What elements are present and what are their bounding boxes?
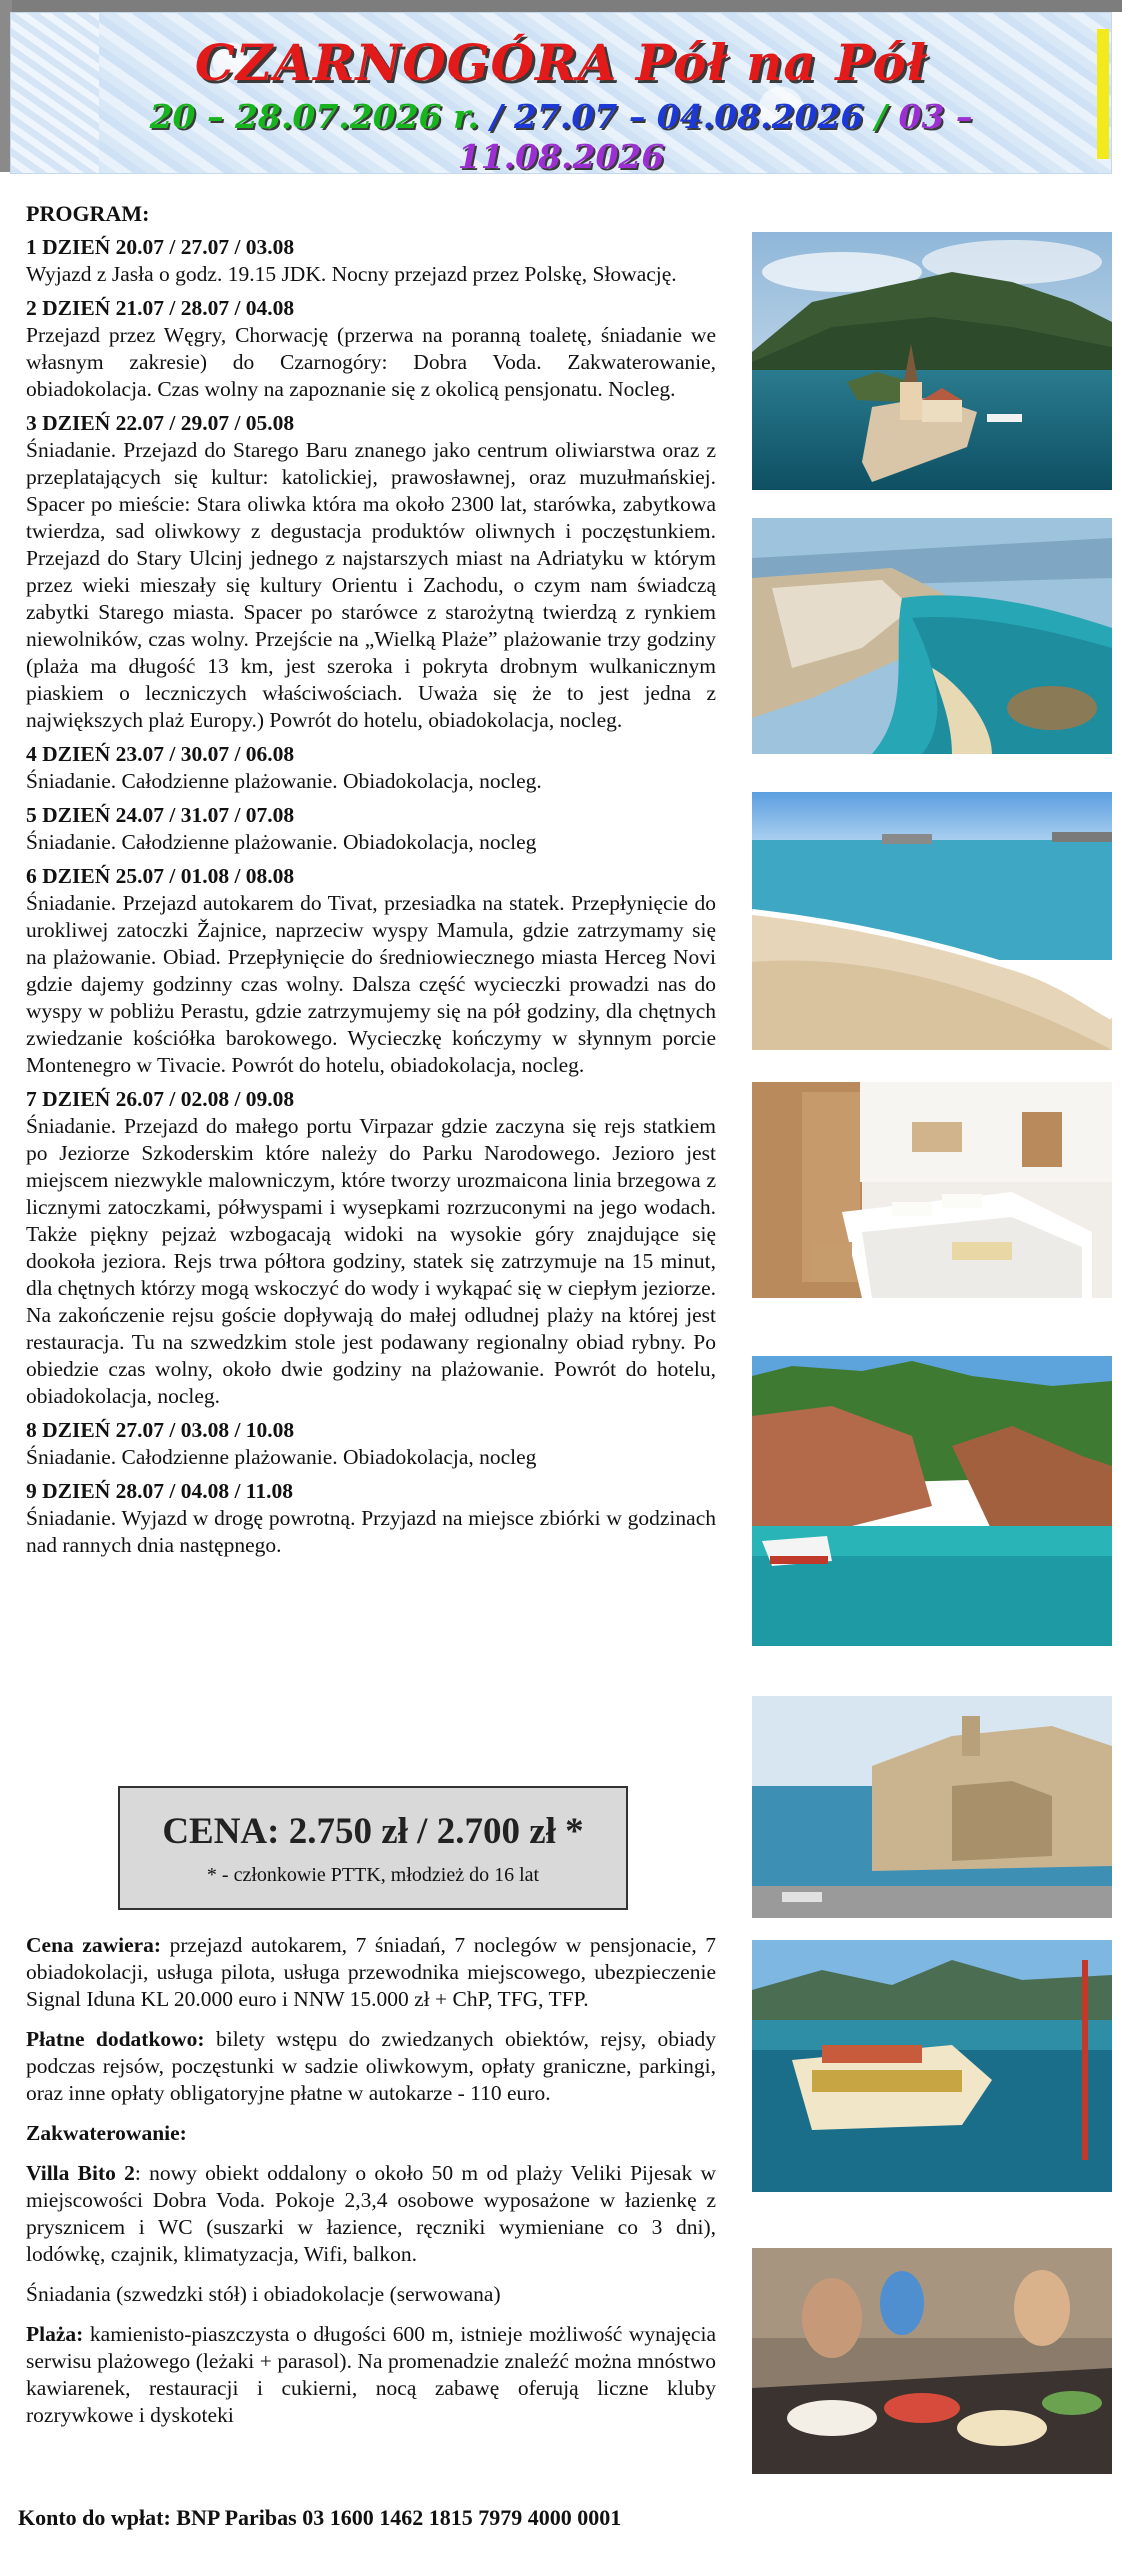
extra-costs xyxy=(26,2026,716,2107)
accommodation-heading: Zakwaterowanie: xyxy=(26,2121,187,2145)
day-heading: 9 DZIEŃ 28.07 / 04.08 / 11.08 xyxy=(26,1479,293,1503)
day-item xyxy=(26,410,716,734)
extra-costs-text: bilety wstępu do zwiedzanych obiektów, rejsy, obiady podczas rejsów, poczęstunki w sadzie oliwkowym, opłaty graniczne, parkingi, oraz inne opłaty obligatoryjne płatne w autokarze - 110 euro. xyxy=(26,2027,717,2105)
day-item xyxy=(26,295,716,403)
page-title: CZARNOGÓRA Pół na Pół xyxy=(194,33,928,92)
day-description: Śniadanie. Przejazd do małego portu Virpazar gdzie zaczyna się rejs statkiem po Jeziorze Szkoderskim które należy do Parku Narodowego. Jezioro jest miejscem niezwykle malowniczym, które tworzy urozmaicona linia brzegowa z licznymi zatoczkami, półwyspami i wysepkami rozrzuconymi na jego wodach. Także piękny pejzaż wzbogacają widoki na wysokie góry znajdujące się dookoła jeziora. Rejs trwa półtora godziny, statek się zatrzymuje na 15 minut, dla chętnych którzy mogą wskoczyć do wody i wykąpać się w ciepłym jeziorze. Na zakończenie rejsu goście dopływają do małej odludnej plaży na której jest restauracja. Tu na szwedzkim stole jest podawany regionalny obiad rybny. Po obiedzie czas wolny, około dwie godziny na plażowanie. Powrót do hotelu, obiadokolacja, nocleg. xyxy=(26,1114,716,1408)
program-section xyxy=(26,200,716,1566)
price-includes xyxy=(26,1932,716,2013)
photo-fortress xyxy=(752,1696,1112,1918)
day-item xyxy=(26,1478,716,1559)
day-heading: 3 DZIEŃ 22.07 / 29.07 / 05.08 xyxy=(26,411,295,435)
day-item xyxy=(26,802,716,856)
header-banner-area xyxy=(0,0,1126,178)
beach-info xyxy=(26,2321,716,2429)
day-description: Przejazd przez Węgry, Chorwację (przerwa na poranną toaletę, śniadanie we własnym zakresie) do Czarnogóry: Dobra Voda. Zakwaterowanie, obiadokolacja. Czas wolny na zapoznanie się z okolicą pensjonatu. Nocleg. xyxy=(26,323,716,401)
day-item xyxy=(26,863,716,1079)
price-note: * - członkowie PTTK, młodzież do 16 lat xyxy=(206,1864,540,1886)
villa-name: Villa Bito 2 xyxy=(26,2161,135,2185)
day-heading: 4 DZIEŃ 23.07 / 30.07 / 06.08 xyxy=(26,742,295,766)
price-value: CENA: 2.750 zł / 2.700 zł * xyxy=(162,1811,584,1852)
trip-dates xyxy=(71,97,1051,177)
day-item xyxy=(26,741,716,795)
trip-dates-first: 20 – 28.07.2026 r. xyxy=(149,97,479,136)
day-description: Śniadanie. Całodzienne plażowanie. Obiadokolacja, nocleg xyxy=(26,1445,537,1469)
photo-hotel-room xyxy=(752,1082,1112,1298)
beach-label: Plaża: xyxy=(26,2322,84,2346)
day-item xyxy=(26,1417,716,1471)
trip-dates-separator: / xyxy=(863,97,899,136)
day-item xyxy=(26,1086,716,1410)
day-description: Śniadanie. Wyjazd w drogę powrotną. Przyjazd na miejsce zbiórki w godzinach nad rannych dnia następnego. xyxy=(26,1506,716,1557)
program-heading: PROGRAM: xyxy=(26,201,150,226)
day-heading: 7 DZIEŃ 26.07 / 02.08 / 09.08 xyxy=(26,1087,295,1111)
beach-text: kamienisto-piaszczysta o długości 600 m, istnieje możliwość wynajęcia serwisu plażowego (leżaki + parasol). Na promenadzie znaleźć można mnóstwo kawiarenek, restauracji i cukierni, nocą zabawę oferują liczne kluby rozrywkowe i dyskoteki xyxy=(26,2322,716,2427)
title-banner xyxy=(10,12,1112,174)
day-description: Śniadanie. Całodzienne plażowanie. Obiadokolacja, nocleg. xyxy=(26,769,542,793)
photo-perast-island xyxy=(752,232,1112,490)
meals-info: Śniadania (szwedzki stół) i obiadokolacje (serwowana) xyxy=(26,2282,501,2306)
day-heading: 5 DZIEŃ 24.07 / 31.07 / 07.08 xyxy=(26,803,295,827)
price-box xyxy=(118,1786,628,1910)
day-heading: 2 DZIEŃ 21.07 / 28.07 / 04.08 xyxy=(26,296,295,320)
photo-beach xyxy=(752,792,1112,1050)
extra-costs-label: Płatne dodatkowo: xyxy=(26,2027,205,2051)
day-description: Wyjazd z Jasła o godz. 19.15 JDK. Nocny przejazd przez Polskę, Słowację. xyxy=(26,262,677,286)
trip-dates-separator: / xyxy=(478,97,514,136)
day-description: Śniadanie. Całodzienne plażowanie. Obiadokolacja, nocleg xyxy=(26,830,537,854)
day-description: Śniadanie. Przejazd do Starego Baru znanego jako centrum oliwiarstwa oraz z przeplatających się kultur: katolickiej, prawosławnej, oraz muzułmańskiej. Spacer po mieście: Stara oliwka która ma około 2300 lat, starówka, zabytkowa twierdza, sad oliwkowy z degustacja produktów oliwnych i poczęstunkiem. Przejazd do Stary Ulcinj jednego z najstarszych miast na Adriatyku w którym przez wieki mieszały się kultury Orientu i Zachodu, o czym nam świadczą zabytki Starego miasta. Spacer po starówce z starożytną twierdzą z rynkiem niewolników, czas wolny. Przejście na „Wielką Plaże” plażowanie trzy godziny (plaża ma długość 13 km, jest szeroka i pokryta drobnym wulkanicznym piaskiem o leczniczych właściwościach. Uważa się że to jest jedna z największych plaż Europy.) Powrót do hotelu, obiadokolacja, nocleg. xyxy=(26,438,716,732)
price-includes-text: przejazd autokarem, 7 śniadań, 7 noclegów w pensjonacie, 7 obiadokolacji, usługa pilota, usługa przewodnika miejscowego, ubezpieczenie Signal Iduna KL 20.000 euro i NNW 15.000 zł + ChP, TFG, TFP. xyxy=(26,1933,716,2011)
day-heading: 8 DZIEŃ 27.07 / 03.08 / 10.08 xyxy=(26,1418,295,1442)
header-shadow-top xyxy=(2,0,1122,12)
bank-account: Konto do wpłat: BNP Paribas 03 1600 1462 1815 7979 4000 0001 xyxy=(18,2505,622,2530)
villa-description xyxy=(26,2160,716,2268)
photo-buffet xyxy=(752,2248,1112,2474)
photo-lake-boat xyxy=(752,1940,1112,2192)
trip-dates-third: 03 – 11.08.2026 xyxy=(457,97,973,176)
trip-dates-second: 27.07 – 04.08.2026 xyxy=(514,97,864,136)
price-includes-label: Cena zawiera: xyxy=(26,1933,162,1957)
villa-text: : nowy obiekt oddalony o około 50 m od plaży Veliki Pijesak w miejscowości Dobra Voda. Pokoje 2,3,4 osobowe wyposażone w łazienkę z prysznicem i WC (suszarki w łazience, ręczniki wymieniane co 3 dni), lodówkę, czajnik, klimatyzacja, Wifi, balkon. xyxy=(26,2161,716,2266)
info-section xyxy=(26,1932,716,2442)
day-description: Śniadanie. Przejazd autokarem do Tivat, przesiadka na statek. Przepłynięcie do urokliwej zatoczki Žajnice, naprzeciw wyspy Mamula, gdzie zatrzymamy się na plażowanie. Obiad. Przepłynięcie do średniowiecznego miasta Herceg Novi gdzie dajemy godzinny czas wolny. Dalsza część wycieczki prowadzi nas do wyspy w pobliżu Perastu, gdzie zatrzymujemy się na pół godziny, dla chętnych zwiedzanie kościółka barokowego. Wycieczkę kończymy w słynnym porcie Montenegro w Tivacie. Powrót do hotelu, obiadokolacja, nocleg. xyxy=(26,891,716,1077)
day-heading: 6 DZIEŃ 25.07 / 01.08 / 08.08 xyxy=(26,864,295,888)
day-heading: 1 DZIEŃ 20.07 / 27.07 / 03.08 xyxy=(26,235,295,259)
day-item xyxy=(26,234,716,288)
photo-coast-aerial xyxy=(752,518,1112,754)
photo-cliffs-boat xyxy=(752,1356,1112,1646)
